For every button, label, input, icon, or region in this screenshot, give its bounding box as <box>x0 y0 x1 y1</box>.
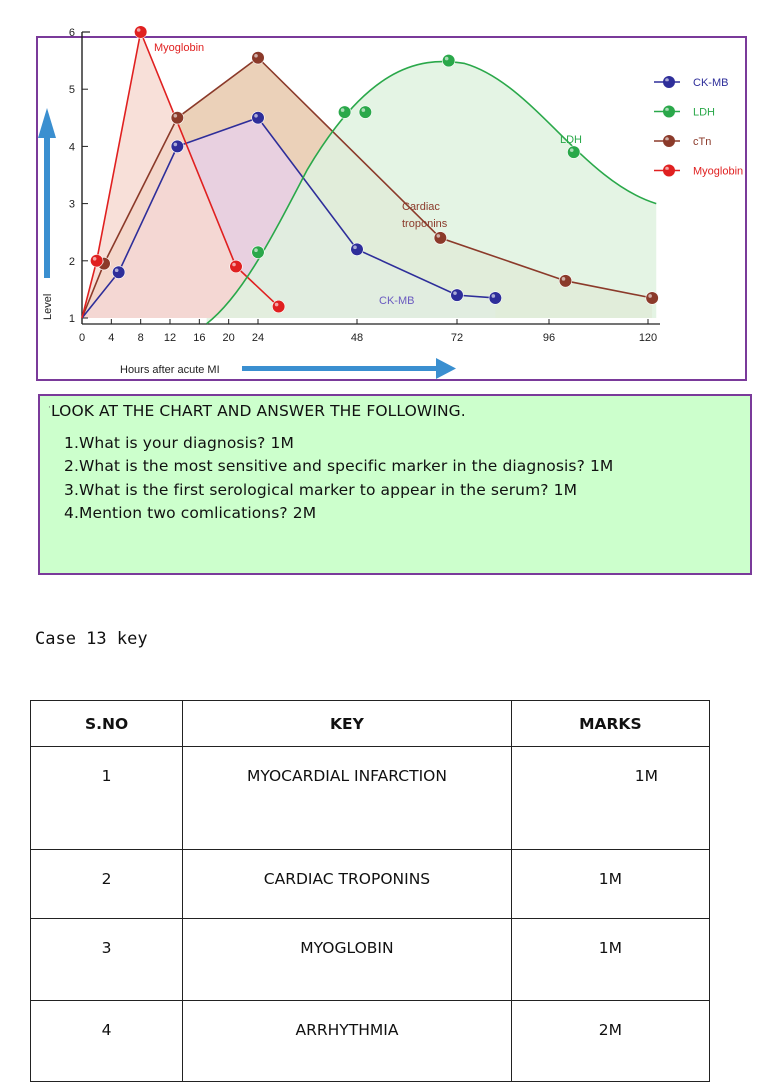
question-item: 3.What is the first serological marker to appear in the serum? 1M <box>64 480 578 499</box>
y-tick-label: 1 <box>68 313 75 325</box>
cell-marks: 1M <box>511 850 709 919</box>
y-axis-title: Level <box>42 293 54 320</box>
ctn-point <box>252 51 265 64</box>
ldh-point <box>338 106 351 119</box>
x-tick-label: 96 <box>542 332 556 344</box>
troponins-annotation: troponins <box>402 218 448 230</box>
ck-mb-point-shine <box>174 143 178 147</box>
x-tick-label: 16 <box>193 332 206 344</box>
ctn-point-shine <box>562 277 566 281</box>
chart-panel <box>36 27 747 381</box>
cell-sno: 2 <box>31 850 183 919</box>
question-heading-text: LOOK AT THE CHART AND ANSWER THE FOLLOWING. <box>50 402 466 420</box>
ldh-point-shine <box>341 108 345 112</box>
cell-sno: 1 <box>31 747 183 850</box>
myoglobin-annotation: Myoglobin <box>154 42 205 54</box>
y-tick-label: 6 <box>68 27 75 39</box>
x-tick-label: 120 <box>638 332 658 344</box>
header-sno: S.NO <box>31 701 183 747</box>
cardiac-markers-chart <box>38 27 745 379</box>
y-arrow-head <box>38 108 56 138</box>
ldh-annotation: LDH <box>560 134 583 146</box>
ck-mb-point-shine <box>115 268 119 272</box>
y-tick-label: 4 <box>68 141 75 154</box>
x-tick-label: 72 <box>450 332 464 344</box>
ctn-point-shine <box>254 54 258 58</box>
ldh-point <box>442 54 455 67</box>
y-tick-label: 3 <box>68 198 75 211</box>
ldh-point-shine <box>362 108 366 112</box>
myoglobin-point-shine <box>275 303 279 307</box>
ck-mb-point-shine <box>353 246 357 250</box>
table-row <box>31 850 710 919</box>
ctn-point <box>559 275 572 288</box>
x-tick-label: 8 <box>137 332 144 344</box>
ck-mb-point <box>489 292 502 305</box>
ldh-point-shine <box>445 57 449 61</box>
question-heading <box>48 402 466 420</box>
bullet-dot: · <box>48 402 51 413</box>
ck-mb-point <box>112 266 125 279</box>
chart-legend <box>654 77 743 178</box>
x-tick-label: 4 <box>108 332 115 344</box>
y-tick-label: 2 <box>68 255 75 268</box>
legend-label-myoglobin: Myoglobin <box>693 165 744 178</box>
myoglobin-point <box>90 255 103 268</box>
header-key: KEY <box>183 701 511 747</box>
cell-key: ARRHYTHMIA <box>183 1001 511 1082</box>
myoglobin-point-shine <box>93 257 97 261</box>
x-tick-label: 48 <box>350 332 364 344</box>
table-header-row <box>31 701 710 747</box>
cell-sno: 3 <box>31 919 183 1001</box>
ck-mb-point-shine <box>453 291 457 295</box>
cell-marks <box>511 747 709 850</box>
ctn-point-shine <box>648 294 652 298</box>
cell-marks: 1M <box>511 919 709 1001</box>
question-panel <box>38 394 752 575</box>
cell-key: MYOCARDIAL INFARCTION <box>183 747 511 850</box>
ctn-point <box>646 292 659 305</box>
ctn-point-shine <box>437 234 441 238</box>
legend-label-ldh: LDH <box>693 106 716 119</box>
cell-marks: 2M <box>511 1001 709 1082</box>
y-arrow-shaft <box>44 136 50 278</box>
question-item: 2.What is the most sensitive and specific marker in the diagnosis? 1M <box>64 457 614 476</box>
ck-mb-point <box>252 112 265 125</box>
ctn-point <box>434 232 447 245</box>
myoglobin-point <box>272 300 285 313</box>
question-item: 4.Mention two comlications? 2M <box>64 503 317 522</box>
x-tick-label: 0 <box>78 332 86 344</box>
ldh-point-shine <box>254 248 258 252</box>
header-marks: MARKS <box>511 701 709 747</box>
ctn-point-shine <box>174 114 178 118</box>
case-title: Case 13 key <box>35 629 148 649</box>
ck-mb-point <box>171 140 184 153</box>
ck-mb-point-shine <box>492 294 496 298</box>
myoglobin-point <box>134 26 147 39</box>
x-tick-label: 12 <box>163 332 177 344</box>
cell-key: MYOGLOBIN <box>183 919 511 1001</box>
myoglobin-point <box>230 260 243 273</box>
ck-mb-point <box>351 243 364 256</box>
ckmb-annotation: CK-MB <box>379 295 415 307</box>
table-row <box>31 1001 710 1082</box>
cell-sno: 4 <box>31 1001 183 1082</box>
table-row <box>31 919 710 1001</box>
myoglobin-point-shine <box>232 263 236 267</box>
ck-mb-point-shine <box>254 114 258 118</box>
question-list <box>64 432 613 525</box>
ldh-point <box>252 246 265 259</box>
x-arrow-shaft <box>242 366 442 371</box>
legend-label-ck-mb: CK-MB <box>693 77 729 89</box>
x-axis-title: Hours after acute MI <box>120 364 220 376</box>
x-tick-label: 24 <box>251 332 265 344</box>
y-tick-label: 5 <box>68 84 75 97</box>
myoglobin-point-shine <box>137 28 141 32</box>
question-item: 1.What is your diagnosis? 1M <box>64 434 294 452</box>
x-arrow-head <box>436 358 456 379</box>
table-row <box>31 747 710 850</box>
ldh-point <box>359 106 372 119</box>
ctn-point <box>171 112 184 125</box>
ldh-point <box>567 146 580 159</box>
ldh-point-shine <box>570 148 574 152</box>
x-tick-label: 20 <box>222 332 235 344</box>
legend-label-ctn: cTn <box>693 136 712 148</box>
ck-mb-point <box>451 289 464 302</box>
answer-key-table <box>30 700 710 1082</box>
cell-key: CARDIAC TROPONINS <box>183 850 511 919</box>
cardiac-annotation: Cardiac <box>402 201 440 213</box>
marks-value: 1M <box>634 767 658 785</box>
